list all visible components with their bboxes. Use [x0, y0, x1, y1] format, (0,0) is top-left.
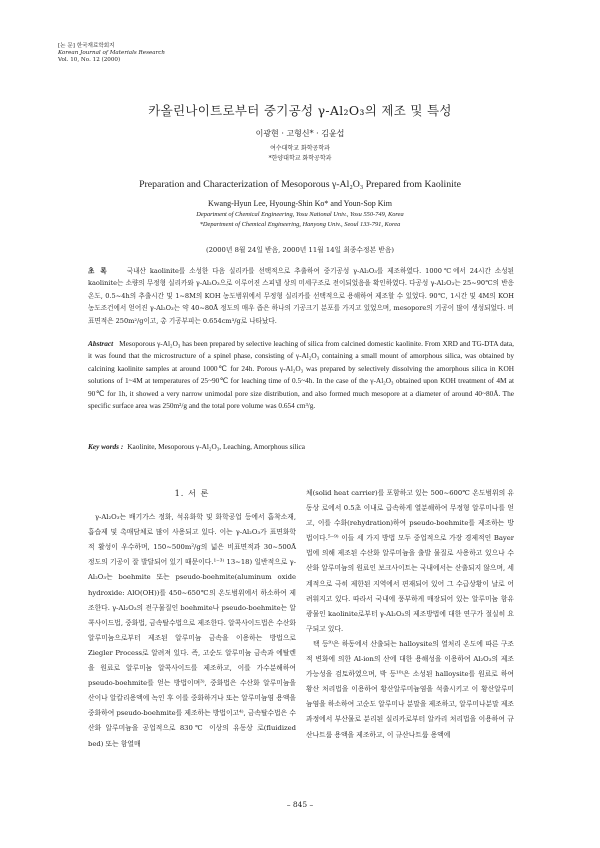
- affiliation-ko-1: 여수대학교 화학공학과: [270, 145, 330, 152]
- abstract-ko-label: 초록: [88, 267, 113, 275]
- journal-label-en: Korean Journal of Materials Research: [58, 50, 166, 56]
- paper-title-en: Preparation and Characterization of Mesoporous γ-Al₂O₃ Prepared from Kaolinite: [139, 179, 461, 190]
- affiliation-en-1: Department of Chemical Engineering, Yosu National Univ., Yosu 550-749, Korea: [196, 211, 404, 218]
- abstract-en-text: Mesoporous γ-Al₂O₃ has been prepared by selective leaching of silica from calcined domestic kaolinite. From XRD and TG-DTA data, it was found that the microstructure of a spinel phase, consisting of γ-Al₂O₃ containing a small mount of amorphous silica, was obtained by calcining kaolinite samples at around 1000℃ for 24h. Porous γ-Al₂O₃ was prepared by selectively dissolving the amorphous silica in KOH solutions of 1~4M at temperatures of 25~90℃ for leaching time of 0.5~4h. In the case of the γ-Al₂O₃ obtained upon KOH treatment of 4M at 90℃ for 1h, it showed a very narrow unimodal pore size distribution, and also formed much mesopore at a diameter of around 40~80Å. The specific surface area was 250m²/g and the total pore volume was 0.654 cm³/g.: [88, 339, 514, 411]
- section-title-introduction: 1. 서 론: [174, 488, 210, 498]
- authors-ko: 이광현 · 고형신* · 김윤섭: [255, 129, 345, 138]
- keywords: [88, 442, 514, 451]
- affiliations-en: [0, 210, 600, 230]
- body-column-left: [88, 486, 296, 752]
- affiliations-ko: [0, 144, 600, 164]
- authors-en: Kwang-Hyun Lee, Hyoung-Shin Ko* and Youn-Sop Kim: [208, 199, 392, 208]
- received-dates: (2000년 8월 24일 받음, 2000년 11월 14일 최종수정본 받음): [205, 246, 395, 254]
- affiliation-ko-2: *한양대학교 화학공학과: [268, 155, 332, 162]
- keywords-label: Key words :: [88, 442, 124, 451]
- journal-label-ko: [논 문] 한국재료학회지: [58, 43, 115, 49]
- keywords-text: Kaolinite, Mesoporous γ-Al₂O₃, Leaching, Amorphous silica: [127, 442, 306, 451]
- journal-header: [58, 43, 165, 64]
- abstract-en-label: Abstract: [88, 339, 114, 348]
- body-paragraph: 택 등⁹⁾은 하동에서 산출되는 halloysite의 열처리 온도에 따른 구조적 변화에 의한 Al-ion의 산에 대한 용해성을 이용하여 Al₂O₃의 제조 가능성을 검토하였으며, 박 등¹⁰⁾은 소성된 halloysite를 원료로 하여 황산 처리법을 이용하여 황산알루미늄염을 석출시키고 이 황산알루미늄염을 하소하여 고순도 알루미나 분말을 제조하고, 알루미나분말 제조과정에서 부산물로 분리된 실리카로부터 알카리 처리법을 이용하여 규산나트륨 용액을 제조하고, 이 규산나트륨 용액에: [306, 639, 514, 739]
- paper-title-ko: 카올린나이트로부터 중기공성 γ-Al₂O₃의 제조 및 특성: [148, 103, 452, 118]
- page-number: – 845 –: [286, 800, 314, 809]
- journal-volume: Vol. 10, No. 12 (2000): [58, 57, 121, 63]
- abstract-en: [88, 338, 514, 412]
- body-column-right: [306, 486, 514, 743]
- abstract-ko: [88, 265, 514, 327]
- abstract-ko-text: 국내산 kaolinite를 소성한 다음 실리카를 선택적으로 추출하여 중기공성 γ-Al₂O₃를 제조하였다. 1000℃에서 24시간 소성된 kaolinite는 소량의 무정형 실리카와 γ-Al₂O₃으로 이루어진 스피넬 상의 미세구조로 전이되었음을 확인하였다. 다공성 γ-Al₂O₃는 25~90℃의 반응온도, 0.5~4h의 추출시간 및 1~8M의 KOH 농도범위에서 무정형 실리카를 선택적으로 용해하여 제조할 수 있었다. 90℃, 1시간 및 4M의 KOH 농도조건에서 얻어진 γ-Al₂O₃는 약 40~80Å 정도의 매우 좁은 하나의 기공크기 분포를 가지고 있었으며, mesopore의 기공이 많이 생성되었다. 비표면적은 250m²/g이고, 총 기공부피는 0.654cm³/g로 나타났다.: [88, 267, 514, 325]
- body-paragraph: γ-Al₂O₃는 배기가스 정화, 석유화학 및 화학공업 등에서 흡착소재, 흡습제 및 촉매담체로 많이 사용되고 있다. 이는 γ-Al₂O₃가 표면화학적 활성이 우수하며, 150~500m²/g의 넓은 비표면적과 30~500Å 정도의 기공이 잘 발달되어 있기 때문이다.¹⁻³⁾ 13~18) 일반적으로 γ-Al₂O₃는 boehmite 또는 pseudo-boehmite(aluminum oxide hydroxide: AlO(OH))를 450~650℃의 온도범위에서 하소하여 제조한다. γ-Al₂O₃의 전구물질인 boehmite나 pseudo-boehmite는 알콕사이드법, 중화법, 금속탈수법으로 제조한다. 알콕사이드법은 수산화 알루미늄으로부터 제조된 알루미늄 금속을 이용하는 방법으로 Ziegler Process로 알려져 있다. 즉, 고순도 알루미늄 금속과 에탈렌을 원료로 알루미늄 알콕사이드를 제조하고, 이를 가수분해하여 pseudo-boehmite를 얻는 방법이며³⁾, 중화법은 수산화 알루미늄을 산이나 알칼리용액에 녹인 후 이를 중화하거나 또는 알루미늄염 용액을 중화하여 pseudo-boehmite를 제조하는 방법이고⁴⁾, 금속탈수법은 수산화 알루미늄을 공업적으로 830℃ 이상의 유동상 로(fluidized bed) 또는 함열매: [88, 513, 296, 748]
- body-paragraph: 체(solid heat carrier)를 포함하고 있는 500~600℃ 온도범위의 유동상 로에서 0.5초 이내로 급속하게 열분해하여 무정형 알루미나를 얻고, 이를 수화(rehydration)하여 pseudo-boehmite를 제조하는 방법이다.⁵⁻⁹⁾ 이들 세 가지 방법 모두 중업적으로 가장 경제적인 Bayer법에 의해 제조된 수산화 알루미늄을 출발 물질로 사용하고 있으나 수산화 알루미늄의 원료인 보크사이트는 국내에서는 산출되지 않으며, 세계적으로 극히 제한된 지역에서 편재되어 있어 그 수급상황이 날로 어려워지고 있다. 따라서 국내에 풍부하게 매장되어 있는 알루미늄 함유 광물인 kaolinite로부터 γ-Al₂O₃의 제조방법에 대한 연구가 절실히 요구되고 있다.: [306, 489, 514, 633]
- affiliation-en-2: *Department of Chemical Engineering, Hanyong Univ., Seoul 133-791, Korea: [199, 221, 401, 228]
